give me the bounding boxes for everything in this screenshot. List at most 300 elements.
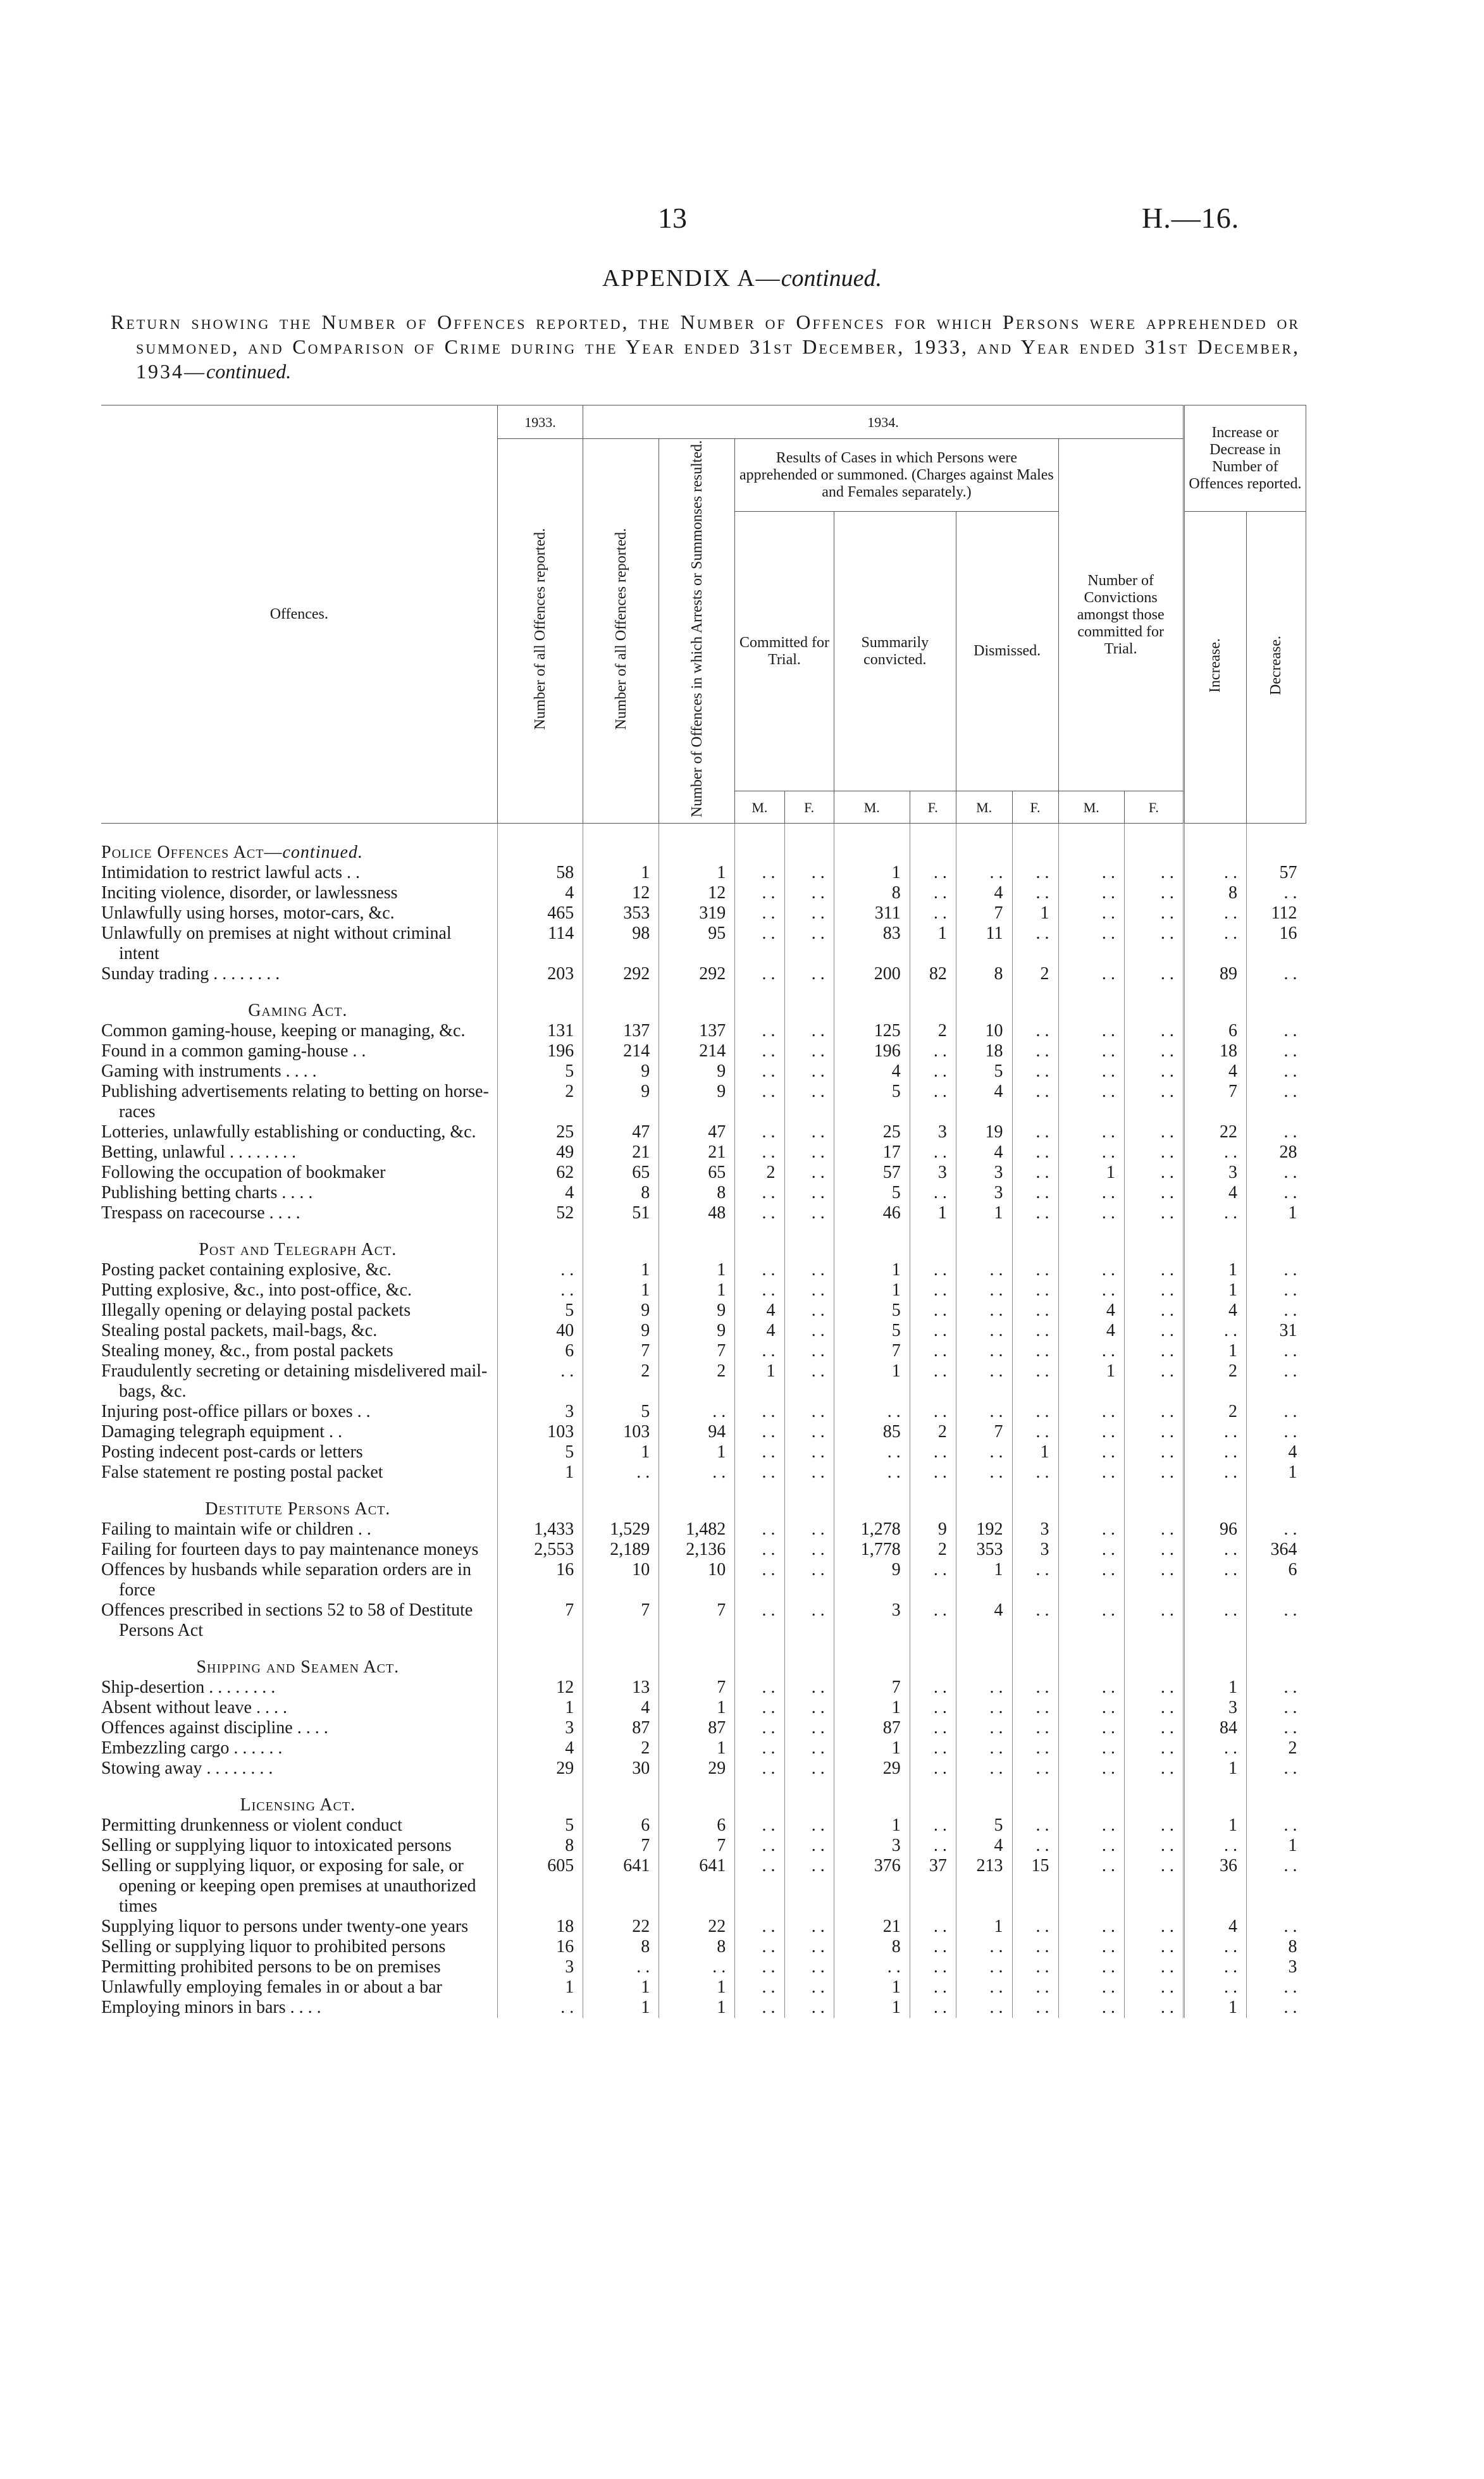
cell-convictions-m: 1	[1058, 1163, 1124, 1183]
cell-convictions-m: . .	[1058, 964, 1124, 984]
offence-label: Offences prescribed in sections 52 to 58 of Destitute Persons Act	[101, 1600, 473, 1641]
cell-num-1933: 1	[497, 1462, 583, 1483]
table-row	[101, 1280, 1306, 1301]
cell-arrests: 1	[659, 1977, 735, 1998]
cell-decrease: 1	[1246, 1836, 1306, 1856]
offence-label: Inciting violence, disorder, or lawlessness	[101, 883, 398, 903]
cell-increase: 7	[1184, 1082, 1246, 1122]
header-committed-f: F.	[784, 791, 834, 824]
cell-num-1934: 98	[583, 924, 659, 964]
cell-dismissed-f: . .	[1012, 1759, 1058, 1779]
cell-convictions-m: . .	[1058, 863, 1124, 883]
cell-summarily-m: 29	[834, 1759, 910, 1779]
cell-increase: . .	[1184, 1836, 1246, 1856]
cell-increase: . .	[1184, 1600, 1246, 1641]
cell-committed-m: . .	[735, 1519, 784, 1540]
cell-decrease: . .	[1246, 1301, 1306, 1321]
cell-committed-f: . .	[784, 1321, 834, 1341]
cell-increase: 1	[1184, 1759, 1246, 1779]
cell-convictions-f: . .	[1124, 1082, 1184, 1122]
cell-dismissed-m: . .	[956, 1957, 1012, 1977]
table-row	[101, 1836, 1306, 1856]
cell-decrease: 28	[1246, 1142, 1306, 1163]
cell-dismissed-m: 1	[956, 1560, 1012, 1600]
cell-arrests: 214	[659, 1041, 735, 1061]
cell-convictions-f: . .	[1124, 1422, 1184, 1442]
cell-dismissed-m: . .	[956, 1698, 1012, 1718]
cell-num-1934: 87	[583, 1718, 659, 1738]
cell-increase: 1	[1184, 1280, 1246, 1301]
cell-dismissed-f: . .	[1012, 924, 1058, 964]
cell-dismissed-f: . .	[1012, 1402, 1058, 1422]
cell-convictions-f: . .	[1124, 1998, 1184, 2018]
cell-committed-m: . .	[735, 1998, 784, 2018]
cell-decrease: . .	[1246, 1998, 1306, 2018]
section-spacer-cell	[784, 824, 834, 863]
appendix-title-text: APPENDIX A—	[602, 265, 781, 292]
cell-summarily-m: 8	[834, 1937, 910, 1957]
cell-convictions-f: . .	[1124, 1937, 1184, 1957]
cell-dismissed-m: . .	[956, 1361, 1012, 1402]
cell-committed-m: . .	[735, 1260, 784, 1280]
cell-committed-m: . .	[735, 1678, 784, 1698]
cell-increase: 1	[1184, 1341, 1246, 1361]
header-arrests	[659, 439, 735, 824]
cell-committed-m: . .	[735, 1856, 784, 1917]
cell-summarily-m: 1	[834, 1738, 910, 1759]
cell-summarily-m: 7	[834, 1678, 910, 1698]
cell-committed-f: . .	[784, 1738, 834, 1759]
section-spacer-cell	[910, 1483, 956, 1519]
section-spacer-cell	[956, 1779, 1012, 1815]
cell-dismissed-m: 4	[956, 1082, 1012, 1122]
cell-arrests: 2	[659, 1361, 735, 1402]
cell-dismissed-f: 3	[1012, 1519, 1058, 1540]
offence-label: Unlawfully on premises at night without criminal intent	[101, 924, 452, 964]
cell-num-1933: 16	[497, 1937, 583, 1957]
cell-summarily-m: 1	[834, 1698, 910, 1718]
cell-num-1934: 30	[583, 1759, 659, 1779]
cell-committed-f: . .	[784, 1957, 834, 1977]
cell-arrests: 9	[659, 1082, 735, 1122]
cell-arrests: 12	[659, 883, 735, 903]
cell-decrease: . .	[1246, 1280, 1306, 1301]
cell-decrease: 1	[1246, 1203, 1306, 1223]
cell-num-1934: 7	[583, 1341, 659, 1361]
cell-convictions-f: . .	[1124, 1061, 1184, 1082]
cell-num-1933: 1	[497, 1977, 583, 1998]
cell-increase: . .	[1184, 903, 1246, 924]
cell-convictions-f: . .	[1124, 1462, 1184, 1483]
section-spacer-cell	[956, 1223, 1012, 1260]
cell-summarily-m: 46	[834, 1203, 910, 1223]
table-row	[101, 1163, 1306, 1183]
table-row	[101, 883, 1306, 903]
cell-increase: . .	[1184, 1957, 1246, 1977]
table-row	[101, 903, 1306, 924]
cell-num-1934: 641	[583, 1856, 659, 1917]
cell-summarily-m: 5	[834, 1082, 910, 1122]
cell-decrease: 3	[1246, 1957, 1306, 1977]
cell-committed-f: . .	[784, 1540, 834, 1560]
cell-num-1934: 103	[583, 1422, 659, 1442]
cell-summarily-f: . .	[910, 1061, 956, 1082]
cell-summarily-f: 82	[910, 964, 956, 984]
cell-num-1933: 131	[497, 1021, 583, 1041]
cell-convictions-m: . .	[1058, 1122, 1124, 1142]
heading-continued: continued.	[206, 360, 292, 383]
cell-increase: 4	[1184, 1183, 1246, 1203]
cell-arrests: 94	[659, 1422, 735, 1442]
section-spacer-cell	[659, 824, 735, 863]
section-spacer-cell	[1124, 1779, 1184, 1815]
table-row	[101, 1361, 1306, 1402]
offence-label: Failing to maintain wife or children . .	[101, 1519, 371, 1540]
cell-convictions-f: . .	[1124, 1815, 1184, 1836]
cell-convictions-m: . .	[1058, 1280, 1124, 1301]
header-year-1934: 1934.	[583, 405, 1184, 439]
cell-dismissed-f: . .	[1012, 1998, 1058, 2018]
cell-summarily-f: 3	[910, 1163, 956, 1183]
cell-committed-f: . .	[784, 1560, 834, 1600]
section-header-row	[101, 984, 1306, 1021]
header-dismissed: Dismissed.	[956, 512, 1058, 791]
header-increase-decrease: Increase or Decrease in Number of Offences reported.	[1184, 405, 1306, 512]
cell-decrease: . .	[1246, 1917, 1306, 1937]
cell-dismissed-m: . .	[956, 1301, 1012, 1321]
cell-num-1933: 58	[497, 863, 583, 883]
cell-increase: 4	[1184, 1061, 1246, 1082]
cell-summarily-m: . .	[834, 1462, 910, 1483]
cell-num-1933: . .	[497, 1361, 583, 1402]
cell-summarily-f: . .	[910, 1937, 956, 1957]
cell-decrease: . .	[1246, 1519, 1306, 1540]
cell-dismissed-m: . .	[956, 1442, 1012, 1462]
section-spacer-cell	[659, 1483, 735, 1519]
cell-dismissed-f: . .	[1012, 1678, 1058, 1698]
cell-convictions-m: . .	[1058, 1442, 1124, 1462]
offence-label: Gaming with instruments . . . .	[101, 1061, 317, 1082]
cell-convictions-m: . .	[1058, 1815, 1124, 1836]
cell-convictions-m: . .	[1058, 1462, 1124, 1483]
cell-dismissed-m: 213	[956, 1856, 1012, 1917]
cell-num-1934: 9	[583, 1082, 659, 1122]
section-title-text: Police Offences Act—	[101, 843, 283, 863]
cell-convictions-f: . .	[1124, 964, 1184, 984]
cell-dismissed-f: . .	[1012, 883, 1058, 903]
cell-decrease: . .	[1246, 1163, 1306, 1183]
cell-arrests: 6	[659, 1815, 735, 1836]
cell-convictions-m: . .	[1058, 1718, 1124, 1738]
cell-num-1934: 51	[583, 1203, 659, 1223]
cell-committed-f: . .	[784, 1301, 834, 1321]
section-title	[101, 1779, 497, 1815]
cell-dismissed-m: 19	[956, 1122, 1012, 1142]
cell-arrests: . .	[659, 1402, 735, 1422]
cell-num-1933: 7	[497, 1600, 583, 1641]
cell-decrease: 112	[1246, 903, 1306, 924]
header-dismissed-f: F.	[1012, 791, 1058, 824]
cell-dismissed-f: . .	[1012, 1957, 1058, 1977]
cell-committed-f: . .	[784, 1203, 834, 1223]
section-spacer-cell	[735, 1641, 784, 1678]
cell-committed-m: . .	[735, 1759, 784, 1779]
cell-num-1934: 1	[583, 1260, 659, 1280]
cell-committed-f: . .	[784, 1937, 834, 1957]
cell-arrests: 21	[659, 1142, 735, 1163]
section-spacer-cell	[834, 824, 910, 863]
section-spacer-cell	[910, 1223, 956, 1260]
section-spacer-cell	[784, 1641, 834, 1678]
cell-convictions-m: 4	[1058, 1321, 1124, 1341]
cell-summarily-f: . .	[910, 883, 956, 903]
cell-convictions-m: . .	[1058, 1183, 1124, 1203]
cell-convictions-f: . .	[1124, 1738, 1184, 1759]
cell-committed-f: . .	[784, 1361, 834, 1402]
cell-committed-f: . .	[784, 863, 834, 883]
section-title-continued: continued.	[282, 843, 363, 863]
cell-decrease: . .	[1246, 1183, 1306, 1203]
cell-increase: . .	[1184, 1937, 1246, 1957]
cell-decrease: . .	[1246, 1422, 1306, 1442]
cell-convictions-f: . .	[1124, 1402, 1184, 1422]
section-spacer-cell	[910, 984, 956, 1021]
cell-dismissed-m: . .	[956, 1341, 1012, 1361]
table-row	[101, 1977, 1306, 1998]
section-header-row	[101, 1223, 1306, 1260]
section-spacer-cell	[784, 1483, 834, 1519]
cell-summarily-f: 2	[910, 1021, 956, 1041]
cell-convictions-f: . .	[1124, 1540, 1184, 1560]
cell-committed-m: . .	[735, 924, 784, 964]
cell-dismissed-f: . .	[1012, 1361, 1058, 1402]
section-title-text: Post and Telegraph Act.	[199, 1240, 397, 1260]
cell-num-1933: . .	[497, 1998, 583, 2018]
cell-convictions-f: . .	[1124, 1260, 1184, 1280]
cell-num-1933: 6	[497, 1341, 583, 1361]
cell-convictions-m: . .	[1058, 1977, 1124, 1998]
cell-summarily-m: 9	[834, 1560, 910, 1600]
section-header-row	[101, 1779, 1306, 1815]
cell-dismissed-m: 5	[956, 1815, 1012, 1836]
section-spacer-cell	[1012, 984, 1058, 1021]
cell-increase: 84	[1184, 1718, 1246, 1738]
cell-convictions-f: . .	[1124, 1519, 1184, 1540]
cell-arrests: 95	[659, 924, 735, 964]
cell-decrease: . .	[1246, 1041, 1306, 1061]
cell-dismissed-f: . .	[1012, 1462, 1058, 1483]
cell-summarily-f: . .	[910, 1361, 956, 1402]
header-convictions: Number of Convictions amongst those committed for Trial.	[1058, 439, 1184, 791]
cell-dismissed-f: 15	[1012, 1856, 1058, 1917]
cell-convictions-f: . .	[1124, 1341, 1184, 1361]
cell-num-1933: 52	[497, 1203, 583, 1223]
section-header-row	[101, 1641, 1306, 1678]
cell-num-1933: 5	[497, 1815, 583, 1836]
cell-increase: . .	[1184, 1203, 1246, 1223]
header-num-all-1934-text: Number of all Offences reported.	[612, 528, 629, 730]
cell-summarily-f: 37	[910, 1856, 956, 1917]
cell-increase: 1	[1184, 1998, 1246, 2018]
cell-committed-f: . .	[784, 1183, 834, 1203]
table-row	[101, 1560, 1306, 1600]
cell-dismissed-m: 7	[956, 903, 1012, 924]
cell-committed-m: . .	[735, 863, 784, 883]
section-spacer-cell	[910, 1779, 956, 1815]
section-spacer-cell	[497, 1779, 583, 1815]
section-spacer-cell	[784, 984, 834, 1021]
cell-convictions-f: . .	[1124, 1442, 1184, 1462]
cell-convictions-m: . .	[1058, 1021, 1124, 1041]
cell-dismissed-f: 1	[1012, 1442, 1058, 1462]
cell-dismissed-m: . .	[956, 1678, 1012, 1698]
cell-dismissed-m: 4	[956, 1142, 1012, 1163]
section-spacer-cell	[1012, 1223, 1058, 1260]
section-spacer-cell	[1012, 1779, 1058, 1815]
cell-dismissed-m: . .	[956, 1998, 1012, 2018]
cell-increase: 2	[1184, 1361, 1246, 1402]
cell-dismissed-m: . .	[956, 1977, 1012, 1998]
section-spacer-cell	[497, 1483, 583, 1519]
table-row	[101, 1815, 1306, 1836]
cell-summarily-f: . .	[910, 1280, 956, 1301]
cell-arrests: . .	[659, 1957, 735, 1977]
cell-num-1933: 103	[497, 1422, 583, 1442]
cell-convictions-f: . .	[1124, 1678, 1184, 1698]
cell-decrease: . .	[1246, 1402, 1306, 1422]
cell-convictions-f: . .	[1124, 924, 1184, 964]
cell-arrests: 1	[659, 1280, 735, 1301]
cell-summarily-m: 85	[834, 1422, 910, 1442]
cell-convictions-f: . .	[1124, 1163, 1184, 1183]
cell-committed-m: . .	[735, 1041, 784, 1061]
cell-decrease: . .	[1246, 1341, 1306, 1361]
header-summarily-m: M.	[834, 791, 910, 824]
cell-increase: . .	[1184, 1540, 1246, 1560]
cell-convictions-m: . .	[1058, 1759, 1124, 1779]
header-summarily: Summarily convicted.	[834, 512, 956, 791]
cell-convictions-f: . .	[1124, 1122, 1184, 1142]
offence-label: Posting packet containing explosive, &c.	[101, 1260, 392, 1280]
table-row	[101, 1718, 1306, 1738]
offence-label: Supplying liquor to persons under twenty-one years	[101, 1917, 469, 1937]
cell-convictions-f: . .	[1124, 1600, 1184, 1641]
cell-committed-f: . .	[784, 1977, 834, 1998]
cell-decrease: . .	[1246, 1600, 1306, 1641]
cell-num-1933: 25	[497, 1122, 583, 1142]
section-spacer-cell	[1058, 1483, 1124, 1519]
cell-summarily-m: 25	[834, 1122, 910, 1142]
cell-committed-m: . .	[735, 1422, 784, 1442]
header-summarily-f: F.	[910, 791, 956, 824]
cell-decrease: 57	[1246, 863, 1306, 883]
cell-num-1933: 4	[497, 883, 583, 903]
section-spacer-cell	[1246, 1641, 1306, 1678]
cell-convictions-f: . .	[1124, 1203, 1184, 1223]
cell-convictions-f: . .	[1124, 1041, 1184, 1061]
cell-dismissed-f: . .	[1012, 1122, 1058, 1142]
cell-increase: 8	[1184, 883, 1246, 903]
section-title	[101, 1641, 497, 1678]
cell-dismissed-m: 4	[956, 1600, 1012, 1641]
cell-arrests: 1,482	[659, 1519, 735, 1540]
cell-arrests: 641	[659, 1856, 735, 1917]
cell-summarily-f: 1	[910, 924, 956, 964]
cell-arrests: 9	[659, 1301, 735, 1321]
cell-num-1933: 465	[497, 903, 583, 924]
cell-increase: . .	[1184, 1462, 1246, 1483]
cell-dismissed-f: . .	[1012, 1738, 1058, 1759]
cell-dismissed-m: 192	[956, 1519, 1012, 1540]
cell-decrease: . .	[1246, 1361, 1306, 1402]
cell-summarily-f: . .	[910, 903, 956, 924]
cell-arrests: 1	[659, 1998, 735, 2018]
cell-committed-m: . .	[735, 1836, 784, 1856]
offence-label: Lotteries, unlawfully establishing or conducting, &c.	[101, 1122, 476, 1142]
cell-increase: . .	[1184, 1738, 1246, 1759]
header-increase	[1184, 512, 1246, 824]
section-spacer-cell	[956, 824, 1012, 863]
section-title	[101, 984, 497, 1021]
cell-dismissed-f: 1	[1012, 903, 1058, 924]
cell-decrease: . .	[1246, 1021, 1306, 1041]
cell-summarily-f: . .	[910, 1082, 956, 1122]
cell-committed-m: . .	[735, 1442, 784, 1462]
cell-dismissed-m: 1	[956, 1917, 1012, 1937]
section-spacer-cell	[1246, 984, 1306, 1021]
cell-committed-f: . .	[784, 1442, 834, 1462]
section-header-row	[101, 1483, 1306, 1519]
cell-summarily-f: 9	[910, 1519, 956, 1540]
cell-num-1934: . .	[583, 1462, 659, 1483]
cell-summarily-f: . .	[910, 1836, 956, 1856]
section-spacer-cell	[956, 984, 1012, 1021]
section-spacer-cell	[1058, 984, 1124, 1021]
cell-decrease: . .	[1246, 1698, 1306, 1718]
section-spacer-cell	[956, 1483, 1012, 1519]
cell-committed-m: 4	[735, 1301, 784, 1321]
cell-increase: 6	[1184, 1021, 1246, 1041]
cell-num-1933: 5	[497, 1061, 583, 1082]
cell-committed-f: . .	[784, 1815, 834, 1836]
offence-label: Embezzling cargo . . . . . .	[101, 1738, 283, 1759]
table-row	[101, 964, 1306, 984]
section-spacer-cell	[784, 1223, 834, 1260]
page-reference: H.—16.	[1142, 202, 1240, 234]
cell-committed-m: . .	[735, 1977, 784, 1998]
cell-summarily-m: 4	[834, 1061, 910, 1082]
cell-num-1933: 5	[497, 1301, 583, 1321]
cell-decrease: . .	[1246, 1815, 1306, 1836]
offence-label: Trespass on racecourse . . . .	[101, 1203, 300, 1223]
cell-num-1933: 12	[497, 1678, 583, 1698]
cell-summarily-f: . .	[910, 863, 956, 883]
cell-committed-m: . .	[735, 1815, 784, 1836]
page-number: 13	[658, 202, 687, 234]
cell-committed-f: . .	[784, 1519, 834, 1540]
cell-convictions-m: . .	[1058, 1998, 1124, 2018]
cell-committed-m: . .	[735, 1341, 784, 1361]
cell-committed-f: . .	[784, 964, 834, 984]
header-year-1933: 1933.	[497, 405, 583, 439]
section-spacer-cell	[1012, 1483, 1058, 1519]
cell-dismissed-m: . .	[956, 1260, 1012, 1280]
section-spacer-cell	[583, 1641, 659, 1678]
offence-label: Stealing money, &c., from postal packets	[101, 1341, 393, 1361]
cell-convictions-f: . .	[1124, 1836, 1184, 1856]
cell-committed-m: . .	[735, 1280, 784, 1301]
cell-dismissed-f: . .	[1012, 1183, 1058, 1203]
